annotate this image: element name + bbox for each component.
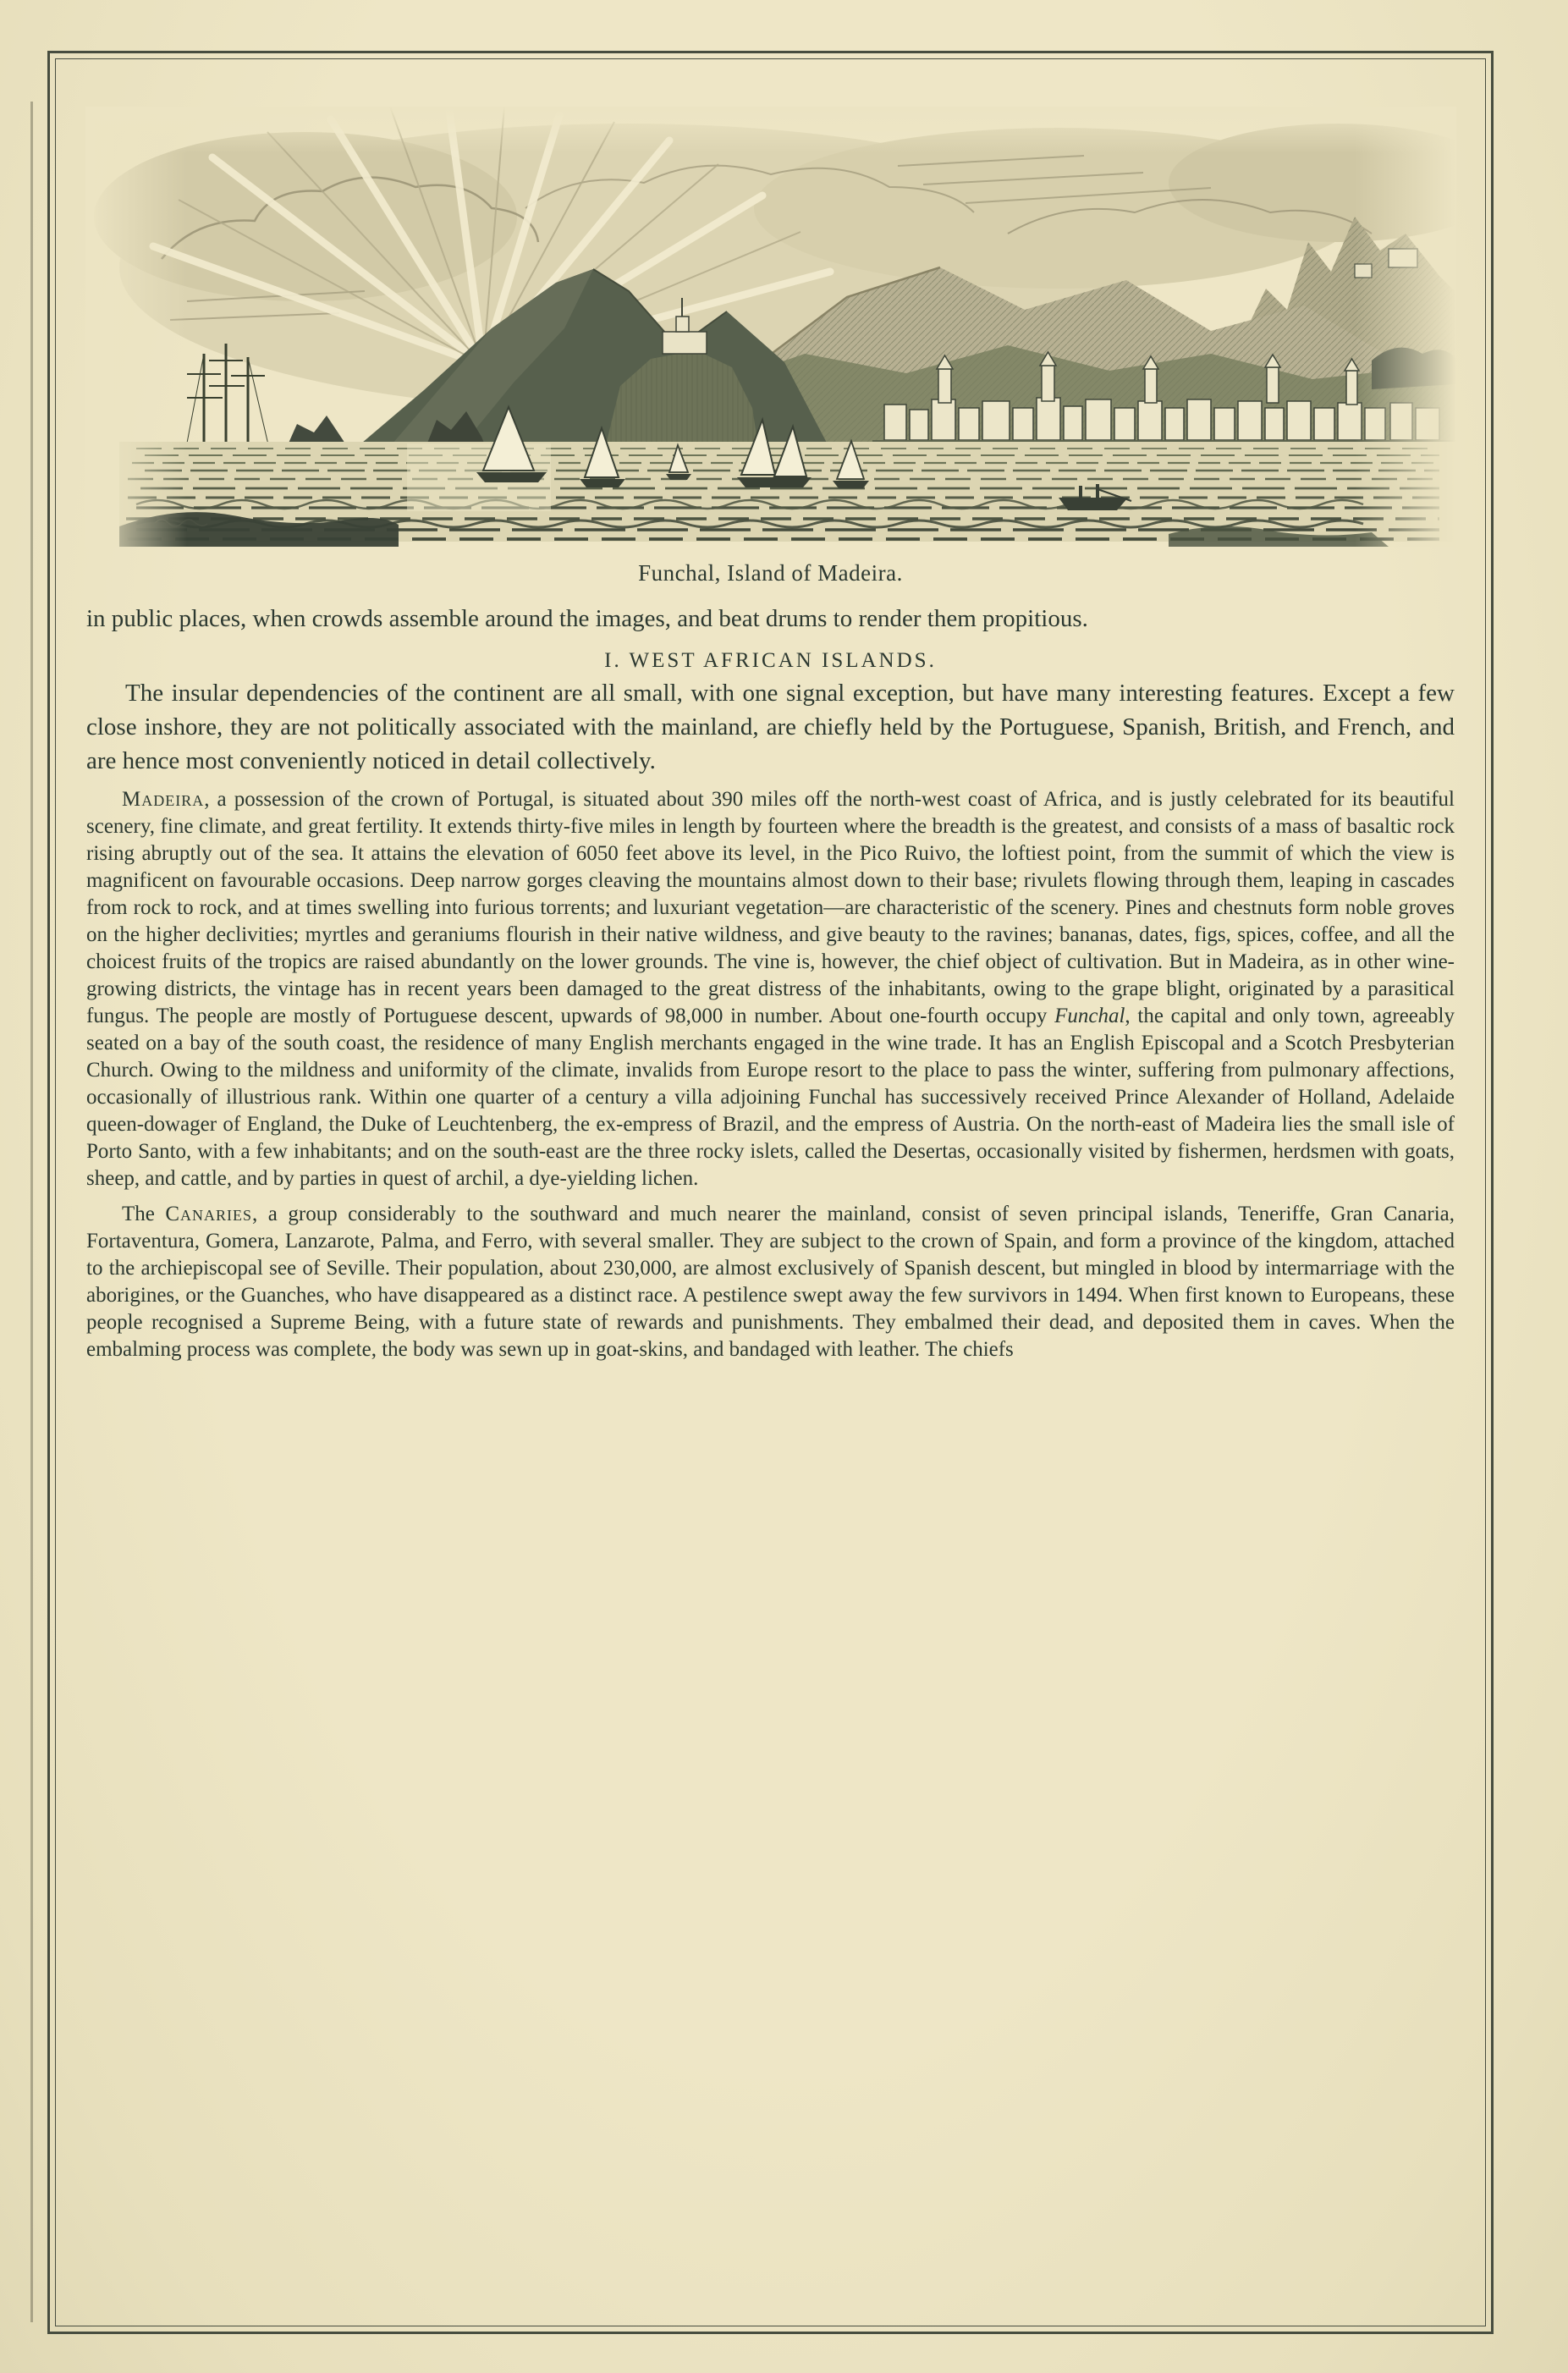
text-column: [74, 602, 1466, 1363]
madeira-smallcaps: Madeira: [122, 788, 205, 811]
page-edge-shadow: [30, 102, 33, 2322]
canaries-text: , a group considerably to the southward and much nearer the mainland, consist of seven principal islands, Teneriffe, Gran Canaria, Fortaventura, Gomera, Lanzarote, Palma, and Ferro, with several smaller. They are subject to the crown of Spain, and form a province of the kingdom, attached to the archiepiscopal see of Seville. Their population, about 230,000, are almost exclusively of Spanish descent, but mingled in blood by intermarriage with the aborigines, or the Guanches, who have disappeared as a distinct race. A pestilence swept away the few survivors in 1494. When first known to Europeans, these people recognised a Supreme Being, with a future state of rewards and punishments. They embalmed their dead, and deposited them in caves. When the embalming process was complete, the body was sewn up in goat-skins, and bandaged with leather. The chiefs: [86, 1203, 1455, 1361]
madeira-text-a: , a possession of the crown of Portugal, is situated about 390 miles off the north-west coast of Africa, and is justly celebrated for its beautiful scenery, fine climate, and great fertility. It extends thirty-five miles in length by fourteen where the breadth is the greatest, and consists of a mass of basaltic rock rising abruptly out of the sea. It attains the elevation of 6050 feet above its level, in the Pico Ruivo, the loftiest point, from the summit of which the view is magnificent on favourable occasions. Deep narrow gorges cleaving the mountains almost down to their base; rivulets flowing through them, leaping in cascades from rock to rock, and at times swelling into furious torrents; and luxuriant vegetation—are characteristic of the scenery. Pines and chestnuts form noble groves on the higher declivities; myrtles and geraniums flourish in their native wildness, and give beauty to the ravines; bananas, dates, figs, spices, coffee, and all the choicest fruits of the tropics are raised abundantly on the lower grounds. The vine is, however, the chief object of cultivation. But in Madeira, as in other wine-growing districts, the vintage has in recent years been damaged to the great distress of the inhabitants, owing to the grape blight, originated by a parasitical fungus. The people are mostly of Portuguese descent, upwards of 98,000 in number. About one-fourth occupy: [86, 788, 1455, 1027]
engraving-illustration: [85, 107, 1456, 547]
page-border-inner: [55, 58, 1486, 2326]
canaries-paragraph: [86, 1201, 1455, 1363]
page-content: [56, 59, 1485, 1363]
funchal-italic: Funchal: [1054, 1005, 1125, 1027]
lead-paragraph: The insular dependencies of the continent are all small, with one signal exception, but have many interesting features. Except a few close inshore, they are not politically associated with the mainland, are chiefly held by the Portuguese, Spanish, British, and French, and are hence most conveniently noticed in detail collectively.: [86, 680, 1455, 774]
page-border-outer: [47, 51, 1494, 2334]
canaries-lead: The: [122, 1203, 166, 1225]
canaries-smallcaps: Canaries: [165, 1203, 253, 1225]
madeira-paragraph: [86, 786, 1455, 1192]
section-heading: I. WEST AFRICAN ISLANDS.: [604, 649, 937, 672]
madeira-text-b: , the capital and only town, agreeably seated on a bay of the south coast, the residence of many English merchants engaged in the wine trade. It has an English Episcopal and a Scotch Presbyterian Church. Owing to the mildness and uniformity of the climate, invalids from Europe resort to the place to pass the winter, suffering from pulmonary affections, occasionally of illustrious rank. Within one quarter of a century a villa adjoining Funchal has successively received Prince Alexander of Holland, Adelaide queen-dowager of England, the Duke of Leuchtenberg, the ex-empress of Brazil, and the empress of Austria. On the north-east of Madeira lies the small isle of Porto Santo, with a few inhabitants; and on the south-east are the three rocky islets, called the Desertas, occasionally visited by fishermen, herdsmen with goats, sheep, and cattle, and by parties in quest of archil, a dye-yielding lichen.: [86, 1005, 1455, 1190]
illustration-caption: Funchal, Island of Madeira.: [638, 560, 903, 586]
intro-paragraph: in public places, when crowds assemble around the images, and beat drums to render them propitious.: [86, 605, 1088, 632]
